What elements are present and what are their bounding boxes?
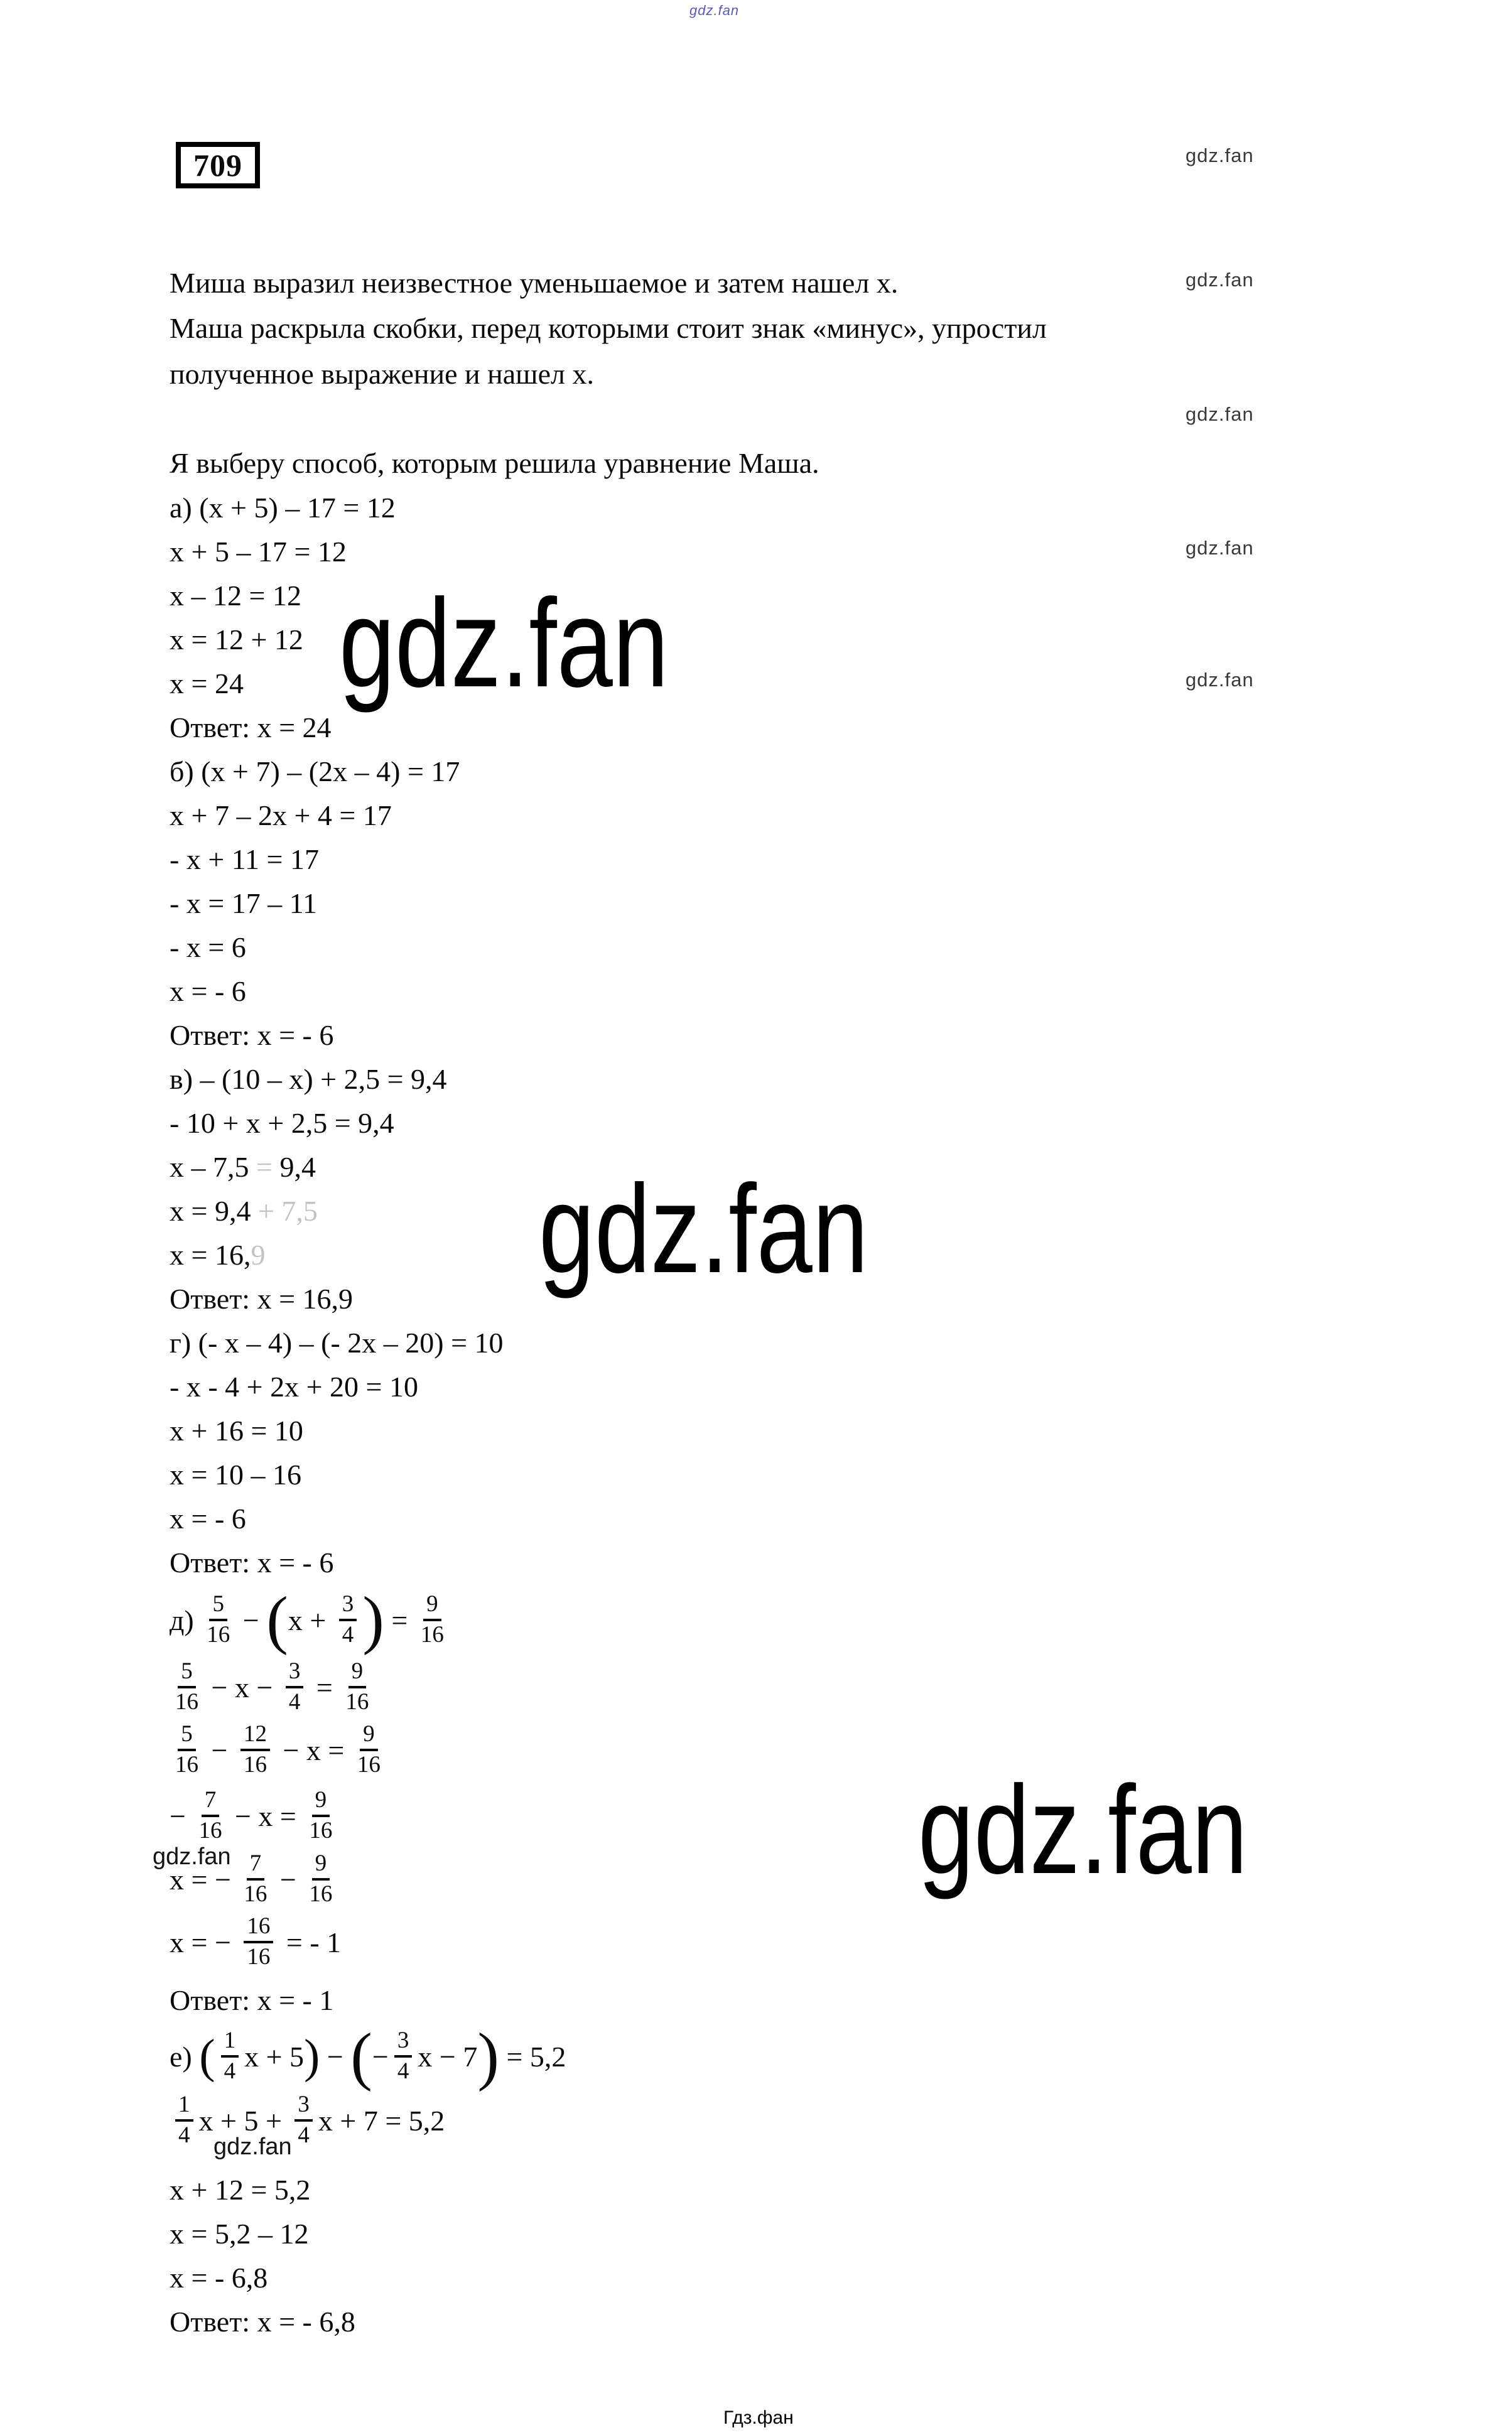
answer-line: Ответ: x = - 6,8 bbox=[170, 2306, 355, 2338]
equation-line: x + 7 – 2x + 4 = 17 bbox=[170, 799, 392, 831]
fraction-row: x = − $\frac{16}{16}$ = - 1 bbox=[170, 1913, 342, 1970]
equation-line: а) (x + 5) – 17 = 12 bbox=[170, 492, 396, 524]
equation-line: в) – (10 – x) + 2,5 = 9,4 bbox=[170, 1063, 447, 1095]
side-watermark: gdz.fan bbox=[1185, 537, 1254, 559]
side-watermark: gdz.fan bbox=[1185, 144, 1254, 166]
top-watermark: gdz.fan bbox=[689, 3, 740, 18]
equation-line: - x = 17 – 11 bbox=[170, 887, 318, 919]
problem-number: 709 bbox=[176, 142, 260, 188]
big-watermark: gdz.fan bbox=[539, 1159, 868, 1299]
equation-line: г) (- x – 4) – (- 2x – 20) = 10 bbox=[170, 1327, 504, 1359]
side-watermark: gdz.fan bbox=[1185, 403, 1254, 425]
inline-watermark: gdz.fan bbox=[213, 2134, 292, 2160]
inline-watermark: gdz.fan bbox=[153, 1844, 231, 1870]
equation-line: б) (x + 7) – (2x – 4) = 17 bbox=[170, 755, 460, 787]
big-watermark: gdz.fan bbox=[339, 573, 669, 713]
big-watermark: gdz.fan bbox=[918, 1760, 1248, 1900]
equation-line: x + 16 = 10 bbox=[170, 1415, 303, 1447]
equation-line: x – 7,5 = 9,4 bbox=[170, 1151, 316, 1183]
equation-line: x = - 6 bbox=[170, 975, 246, 1007]
equation-line: x = - 6 bbox=[170, 1503, 246, 1535]
fraction-row: $\frac{1}{4}$ x + 5 + $\frac{3}{4}$ x + 7 = 5,2 bbox=[170, 2088, 445, 2153]
answer-line: Ответ: x = - 6 bbox=[170, 1547, 334, 1579]
equation-line: x = 5,2 – 12 bbox=[170, 2218, 309, 2250]
intro-line: полученное выражение и нашел x. bbox=[170, 358, 594, 390]
equation-line: x = 12 + 12 bbox=[170, 624, 303, 656]
fraction-row: − $\frac{7}{16}$ − x = $\frac{9}{16}$ bbox=[170, 1787, 333, 1844]
equation-line: - 10 + x + 2,5 = 9,4 bbox=[170, 1107, 394, 1139]
side-watermark: gdz.fan bbox=[1185, 669, 1254, 691]
fraction-row: $\frac{5}{16}$ − $\frac{12}{16}$ − x = $\frac{9}{16}$ bbox=[175, 1721, 381, 1778]
side-watermark: gdz.fan bbox=[1185, 269, 1254, 291]
answer-line: Ответ: x = 24 bbox=[170, 711, 332, 743]
equation-line: x = 24 bbox=[170, 667, 244, 699]
equation-line: x = 10 – 16 bbox=[170, 1459, 301, 1491]
equation-line: x = - 6,8 bbox=[170, 2262, 268, 2294]
equation-line: x – 12 = 12 bbox=[170, 580, 301, 612]
answer-line: Ответ: x = 16,9 bbox=[170, 1283, 354, 1315]
footer-watermark: Гдз.фан bbox=[723, 2407, 794, 2428]
equation-line: x = 16,9 bbox=[170, 1239, 266, 1271]
equation-line: - x + 11 = 17 bbox=[170, 843, 319, 875]
fraction-row: $\frac{5}{16}$ − x − $\frac{3}{4}$ = $\frac{9}{16}$ bbox=[175, 1658, 369, 1715]
answer-line: Ответ: x = - 1 bbox=[170, 1984, 334, 2016]
equation-line: x + 12 = 5,2 bbox=[170, 2174, 311, 2206]
intro-line: Маша раскрыла скобки, перед которыми стоит знак «минус», упростил bbox=[170, 312, 1047, 344]
fraction-row: д) $\frac{5}{16}$ − ( x + $\frac{3}{4}$ ) = $\frac{9}{16}$ bbox=[170, 1584, 444, 1656]
fraction-row: е) ( $\frac{1}{4}$ x + 5 ) − ( − $\frac{3}{4}$ x − 7 ) = 5,2 bbox=[170, 2020, 566, 2092]
equation-line: - x = 6 bbox=[170, 931, 246, 963]
equation-line: x + 5 – 17 = 12 bbox=[170, 536, 347, 568]
fraction-row: x = − $\frac{7}{16}$ − $\frac{9}{16}$ bbox=[170, 1850, 333, 1907]
equation-line: - x - 4 + 2x + 20 = 10 bbox=[170, 1371, 418, 1403]
answer-line: Ответ: x = - 6 bbox=[170, 1019, 334, 1051]
equation-line: x = 9,4 + 7,5 bbox=[170, 1195, 318, 1227]
intro-line: Миша выразил неизвестное уменьшаемое и затем нашел x. bbox=[170, 267, 899, 299]
intro-line: Я выберу способ, которым решила уравнение Маша. bbox=[170, 447, 819, 479]
